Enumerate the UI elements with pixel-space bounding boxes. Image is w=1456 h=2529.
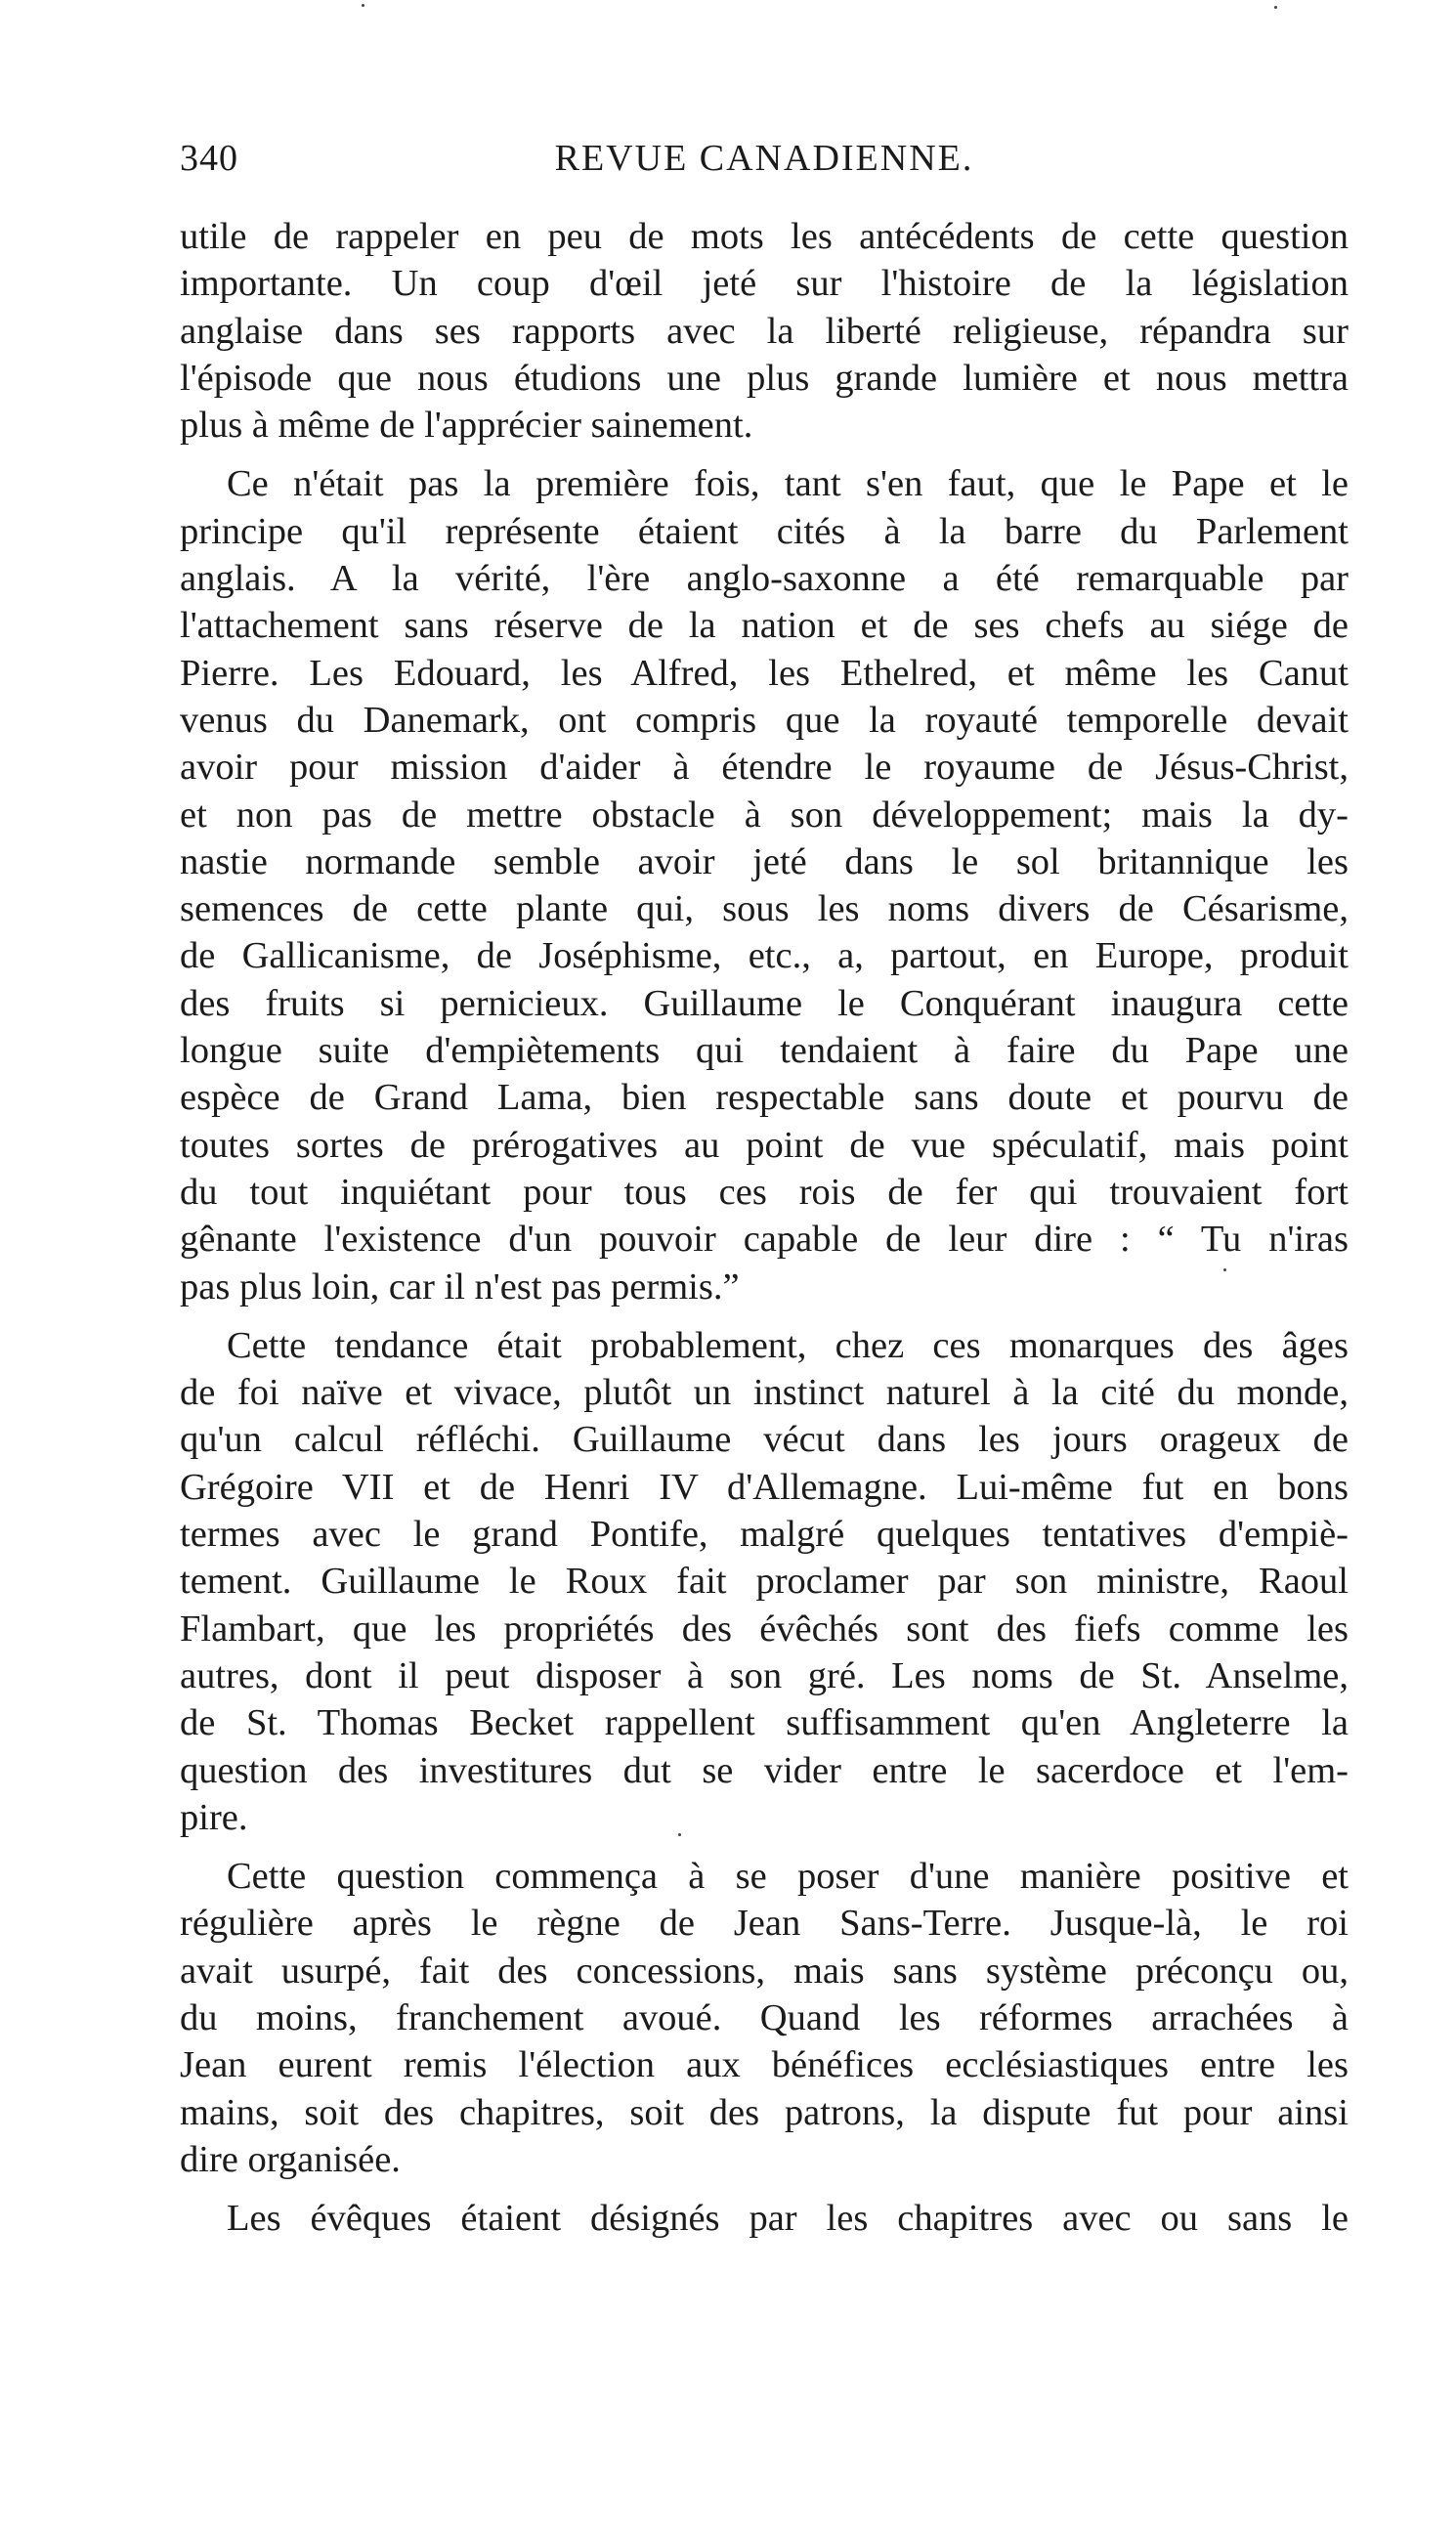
text-line: avait usurpé, fait des concessions, mais sans système préconçu ou,: [180, 1950, 1349, 1992]
text-line: l'épisode que nous étudions une plus grande lumière et nous mettra: [180, 357, 1349, 399]
text-line: Les évêques étaient désignés par les chapitres avec ou sans le: [227, 2198, 1349, 2240]
text-line: importante. Un coup d'œil jeté sur l'histoire de la législation: [180, 263, 1349, 305]
text-line: dire organisée.: [180, 2138, 401, 2180]
text-line: de St. Thomas Becket rappellent suffisamment qu'en Angleterre la: [180, 1702, 1349, 1744]
text-line: nastie normande semble avoir jeté dans le sol britannique les: [180, 840, 1349, 882]
text-line: longue suite d'empiètements qui tendaient à faire du Pape une: [180, 1030, 1349, 1072]
text-line: Ce n'était pas la première fois, tant s'en faut, que le Pape et le: [227, 463, 1349, 505]
text-line: du tout inquiétant pour tous ces rois de fer qui trouvaient fort: [180, 1171, 1349, 1213]
text-line: avoir pour mission d'aider à étendre le royaume de Jésus-Christ,: [180, 747, 1349, 789]
text-line: Pierre. Les Edouard, les Alfred, les Ethelred, et même les Canut: [180, 652, 1349, 694]
text-line: de Gallicanisme, de Joséphisme, etc., a, partout, en Europe, produit: [180, 935, 1349, 977]
print-speck: [1223, 1268, 1226, 1271]
text-line: gênante l'existence d'un pouvoir capable de leur dire : “ Tu n'iras: [180, 1219, 1349, 1261]
print-speck: [678, 1833, 681, 1836]
page-number: 340: [180, 138, 238, 179]
text-line: principe qu'il représente étaient cités à la barre du Parlement: [180, 510, 1349, 552]
text-line: qu'un calcul réfléchi. Guillaume vécut dans les jours orageux de: [180, 1419, 1349, 1461]
page-header: [180, 137, 1349, 195]
text-line: régulière après le règne de Jean Sans-Terre. Jusque-là, le roi: [180, 1903, 1349, 1945]
text-line: des fruits si pernicieux. Guillaume le Conquérant inaugura cette: [180, 982, 1349, 1024]
text-line: plus à même de l'apprécier sainement.: [180, 405, 753, 447]
text-line: pas plus loin, car il n'est pas permis.”: [180, 1265, 740, 1307]
text-line: semences de cette plante qui, sous les noms divers de Césarisme,: [180, 888, 1349, 930]
text-line: autres, dont il peut disposer à son gré. Les noms de St. Anselme,: [180, 1654, 1349, 1696]
text-line: Cette question commença à se poser d'une manière positive et: [227, 1856, 1349, 1898]
text-line: venus du Danemark, ont compris que la royauté temporelle devait: [180, 699, 1349, 741]
text-line: pire.: [180, 1796, 248, 1838]
text-line: Flambart, que les propriétés des évêchés sont des fiefs comme les: [180, 1607, 1349, 1650]
text-line: du moins, franchement avoué. Quand les réformes arrachées à: [180, 1996, 1349, 2038]
print-speck: [1274, 6, 1277, 9]
text-line: toutes sortes de prérogatives au point de vue spéculatif, mais point: [180, 1124, 1349, 1166]
paragraph-5: [180, 2195, 1349, 2242]
text-line: question des investitures dut se vider entre le sacerdoce et l'em-: [180, 1749, 1349, 1791]
paragraph-2: [180, 460, 1349, 1309]
text-line: et non pas de mettre obstacle à son développement; mais la dy-: [180, 793, 1349, 836]
running-title: REVUE CANADIENNE.: [554, 138, 974, 179]
paragraph-1: [180, 213, 1349, 449]
text-line: espèce de Grand Lama, bien respectable sans doute et pourvu de: [180, 1077, 1349, 1119]
text-line: anglaise dans ses rapports avec la liberté religieuse, répandra sur: [180, 310, 1349, 352]
paragraph-3: [180, 1322, 1349, 1841]
text-line: tement. Guillaume le Roux fait proclamer par son ministre, Raoul: [180, 1561, 1349, 1603]
text-line: Grégoire VII et de Henri IV d'Allemagne. Lui-même fut en bons: [180, 1466, 1349, 1508]
text-line: mains, soit des chapitres, soit des patrons, la dispute fut pour ainsi: [180, 2091, 1349, 2133]
paragraph-4: [180, 1853, 1349, 2183]
print-speck: [362, 4, 364, 7]
text-line: termes avec le grand Pontife, malgré quelques tentatives d'empiè-: [180, 1514, 1349, 1556]
text-line: de foi naïve et vivace, plutôt un instinct naturel à la cité du monde,: [180, 1372, 1349, 1414]
body-text: [180, 213, 1349, 2253]
text-line: Jean eurent remis l'élection aux bénéfices ecclésiastiques entre les: [180, 2044, 1349, 2086]
text-line: l'attachement sans réserve de la nation et de ses chefs au siége de: [180, 605, 1349, 647]
text-line: utile de rappeler en peu de mots les antécédents de cette question: [180, 216, 1349, 257]
text-line: anglais. A la vérité, l'ère anglo-saxonne a été remarquable par: [180, 558, 1349, 600]
text-line: Cette tendance était probablement, chez ces monarques des âges: [227, 1324, 1349, 1366]
